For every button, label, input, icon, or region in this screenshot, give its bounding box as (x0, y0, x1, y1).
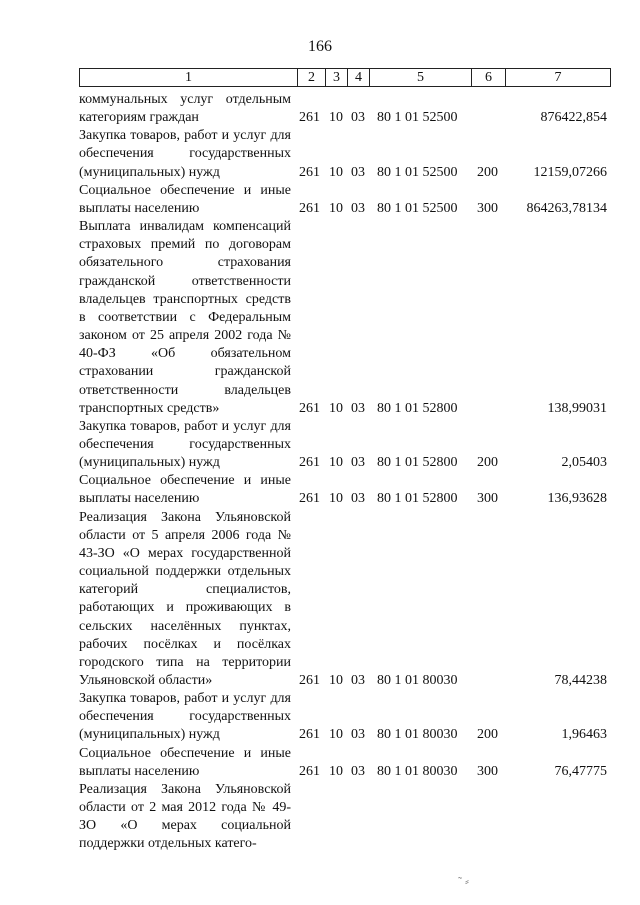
header-col-7: 7 (554, 70, 562, 85)
header-col-4: 4 (348, 69, 370, 86)
row-codes (299, 109, 607, 127)
code-target: 80 1 01 52800 (377, 400, 458, 416)
amount: 138,99031 (547, 400, 607, 416)
code-ministry: 261 (299, 110, 320, 126)
code-expense-type (477, 109, 517, 127)
code-ministry: 261 (299, 400, 320, 416)
row-codes (299, 672, 607, 690)
code-section: 10 (329, 400, 343, 416)
row-description: Выплата инвалидам компенсаций страховых премий по договорам обязательного страхования гражданской ответственности владельцев транспортных средств в соответствии с Федеральным законом от 25 апреля 2002 года № 40-ФЗ «Об обязательном страховании гражданской ответственности владельцев транспортных средств» (79, 219, 291, 416)
table-row (79, 418, 609, 472)
code-subsection: 03 (351, 727, 365, 743)
code-target: 80 1 01 52800 (377, 491, 458, 507)
header-col-2: 2 (298, 69, 326, 86)
code-expense-type: 200 (477, 455, 498, 471)
code-section: 10 (329, 763, 343, 779)
code-section: 10 (329, 727, 343, 743)
header-col-5: 5 (370, 69, 472, 86)
code-expense-type: 300 (477, 763, 498, 779)
table-row (79, 218, 609, 418)
code-section: 10 (329, 455, 343, 471)
amount: 1,96463 (561, 727, 607, 743)
header-col-6: 6 (472, 69, 506, 86)
code-expense-type (477, 672, 517, 690)
table-row (79, 690, 609, 744)
table-row (79, 127, 609, 181)
code-target: 80 1 01 52500 (377, 110, 458, 126)
table-row (79, 91, 609, 127)
code-subsection: 03 (351, 200, 365, 216)
row-description: Социальное обеспечение и иные выплаты населению (79, 182, 291, 216)
table-row (79, 781, 609, 854)
row-description: Закупка товаров, работ и услуг для обеспечения государственных (муниципальных) нужд (79, 418, 291, 471)
code-section: 10 (329, 200, 343, 216)
amount: 864263,78134 (526, 200, 607, 216)
code-section: 10 (329, 110, 343, 126)
code-target: 80 1 01 52800 (377, 455, 458, 471)
code-section: 10 (329, 673, 343, 688)
table-row (79, 472, 609, 508)
code-expense-type: 200 (477, 727, 498, 743)
header-col-1: 1 (80, 69, 298, 86)
header-col-3: 3 (326, 69, 348, 86)
code-ministry: 261 (299, 200, 320, 216)
code-ministry: 261 (299, 727, 320, 743)
code-subsection: 03 (351, 110, 365, 126)
code-subsection: 03 (351, 491, 365, 507)
amount: 876422,854 (540, 110, 607, 126)
table-header (79, 68, 611, 87)
amount: 76,47775 (554, 763, 607, 779)
page-number: 166 (308, 38, 332, 55)
row-description: Социальное обеспечение и иные выплаты населению (79, 745, 291, 779)
code-subsection: 03 (351, 763, 365, 779)
code-ministry: 261 (299, 455, 320, 471)
row-description: Реализация Закона Ульяновской области от 5 апреля 2006 года № 43-ЗО «О мерах государственной социальной поддержки отдельных категорий специалистов, работающих и проживающих в сельских населённых пунктах, рабочих посёлках и посёлках городского типа на территории Ульяновской области» (79, 509, 291, 688)
code-ministry: 261 (299, 763, 320, 779)
code-target: 80 1 01 80030 (377, 763, 458, 779)
row-codes (299, 400, 607, 418)
code-target: 80 1 01 80030 (377, 673, 458, 688)
scan-speck: ˜ ⸗ (458, 874, 469, 888)
code-subsection: 03 (351, 455, 365, 471)
table-row (79, 745, 609, 781)
row-description: коммунальных услуг отдельным категориям граждан (79, 92, 291, 126)
code-subsection: 03 (351, 673, 365, 688)
code-expense-type: 300 (477, 200, 498, 216)
code-ministry: 261 (299, 491, 320, 507)
row-description: Социальное обеспечение и иные выплаты населению (79, 473, 291, 507)
row-description: Закупка товаров, работ и услуг для обеспечения государственных (муниципальных) нужд (79, 128, 291, 180)
amount: 136,93628 (547, 491, 607, 507)
code-target: 80 1 01 52500 (377, 164, 458, 180)
code-expense-type: 300 (477, 491, 498, 507)
code-target: 80 1 01 52500 (377, 200, 458, 216)
row-codes (299, 164, 607, 182)
code-expense-type (477, 400, 517, 418)
row-codes (299, 763, 607, 781)
row-codes (299, 490, 607, 508)
code-ministry: 261 (299, 164, 320, 180)
code-subsection: 03 (351, 400, 365, 416)
code-section: 10 (329, 491, 343, 507)
amount: 78,44238 (554, 673, 607, 688)
code-section: 10 (329, 164, 343, 180)
row-codes (299, 454, 607, 472)
code-subsection: 03 (351, 164, 365, 180)
amount: 2,05403 (561, 455, 607, 471)
table-row (79, 182, 609, 218)
row-description: Реализация Закона Ульяновской области от 2 мая 2012 года № 49-ЗО «О мерах социальной поддержки отдельных катего- (79, 781, 291, 852)
code-ministry: 261 (299, 673, 320, 688)
row-description: Закупка товаров, работ и услуг для обеспечения государственных (муниципальных) нужд (79, 691, 291, 743)
amount: 12159,07266 (533, 164, 607, 180)
table-row (79, 509, 609, 691)
row-codes (299, 200, 607, 218)
table-body (79, 91, 609, 854)
code-expense-type: 200 (477, 164, 498, 180)
row-codes (299, 726, 607, 744)
code-target: 80 1 01 80030 (377, 727, 458, 743)
